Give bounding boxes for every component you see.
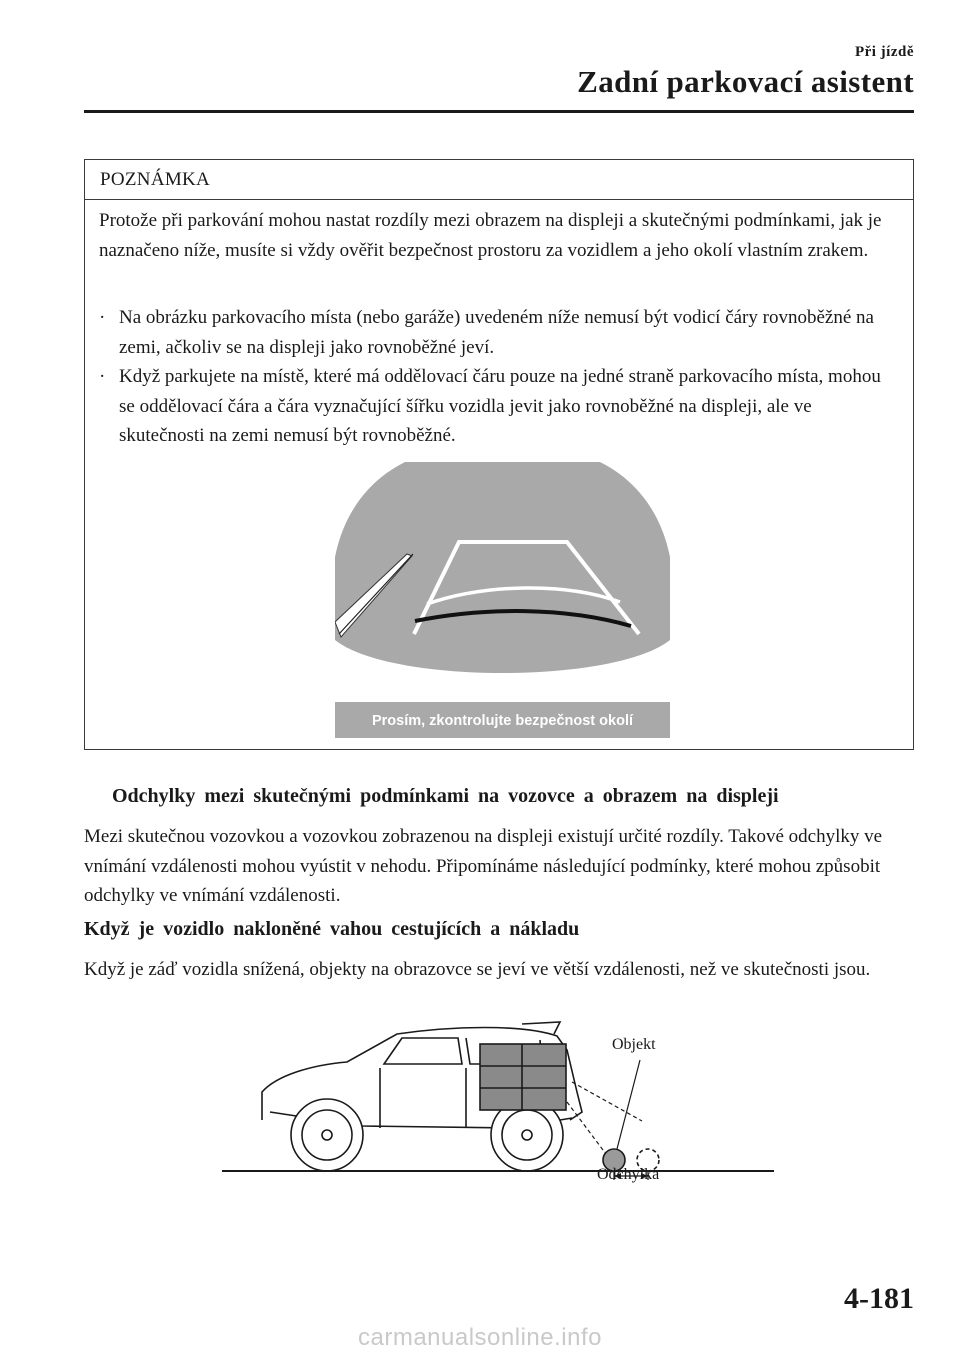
note-intro: Protože při parkování mohou nastat rozdíly mezi obrazem na displeji a skutečnými podmínkami, jak je naznačeno níže, musíte si vždy ověřit bezpečnost prostoru za vozidlem a jeho okolí vlastním zrakem.	[99, 210, 882, 261]
section-label: Při jízdě	[854, 44, 914, 60]
page-title: Zadní parkovací asistent	[577, 64, 914, 99]
car-tilt-diagram	[222, 1020, 782, 1192]
note-box	[84, 159, 914, 750]
watermark-text: carmanualsonline.info	[358, 1324, 602, 1351]
camera-caption: Prosím, zkontrolujte bezpečnost okolí	[371, 713, 634, 729]
note-header	[85, 160, 913, 200]
label-deviation: Odchylka	[597, 1166, 660, 1183]
page-number: 4-181	[844, 1282, 914, 1315]
bullet-text: Když parkujete na místě, které má oddělovací čáru pouze na jedné straně parkovacího místa, mohou se oddělovací čára a čára vyznačující šířku vozidla jevit jako rovnoběžné na displeji, ale ve skutečnosti na zemi nemusí být rovnoběžné.	[119, 366, 881, 446]
section-paragraph: Když je záď vozidla snížená, objekty na obrazovce se jeví ve větší vzdálenosti, než ve skutečnosti jsou.	[84, 959, 871, 980]
section-heading: Když je vozidlo nakloněné vahou cestujících a nákladu	[84, 918, 580, 940]
bullet-dot: ·	[99, 307, 106, 328]
section-paragraph: Mezi skutečnou vozovkou a vozovkou zobrazenou na displeji existují určité rozdíly. Takové odchylky ve vnímání vzdálenosti mohou vyústit v nehodu. Připomínáme následující podmínky, které mohou způsobit odchylky ve vnímání vzdálenosti.	[84, 826, 883, 906]
rear-camera-illustration	[335, 462, 670, 738]
rear-camera-view-graphic	[335, 462, 670, 738]
header-divider	[84, 110, 914, 113]
label-object: Objekt	[612, 1036, 656, 1053]
note-title: POZNÁMKA	[100, 169, 211, 190]
bullet-text: Na obrázku parkovacího místa (nebo garáže) uvedeném níže nemusí být vodicí čáry rovnoběžné na zemi, ačkoliv se na displeji jako rovnoběžné jeví.	[119, 307, 874, 358]
car-diagram-graphic	[222, 1020, 782, 1192]
bullet-dot: ·	[99, 366, 106, 387]
section-heading: Odchylky mezi skutečnými podmínkami na vozovce a obrazem na displeji	[112, 785, 779, 807]
